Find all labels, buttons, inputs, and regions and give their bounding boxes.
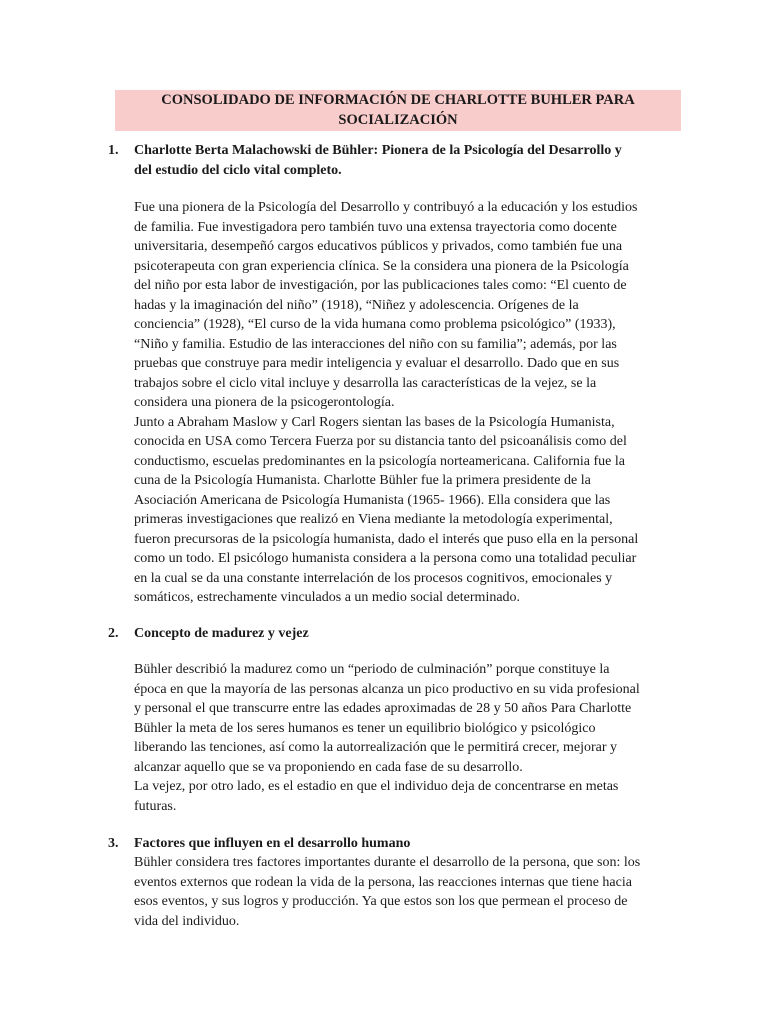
section-1-body-line: psicoterapeuta con gran experiencia clínica. Se la considera una pionera de la Psicología [134,258,629,274]
section-3-body-line: esos eventos, y sus logros y producción. Ya que estos son los que permean el proceso de [134,894,628,909]
section-2-body-line: y personal el que transcurre entre las edades aproximadas de 28 y 50 años Para Charlotte [134,701,632,716]
section-1-heading-line: Charlotte Berta Malachowski de Bühler: Pionera de la Psicología del Desarrollo y [134,143,622,158]
section-1-number: 1. [108,143,119,158]
section-1-body-line: hadas y la imaginación del niño” (1918), “Niñez y adolescencia. Orígenes de la [134,297,579,313]
section-1-heading [134,141,682,180]
section-1-body-line: Junto a Abraham Maslow y Carl Rogers sientan las bases de la Psicología Humanista, [134,414,615,430]
section-1-heading-line: del estudio del ciclo vital completo. [134,162,342,178]
section-2-body-line: alcanzar aquello que se va proponiendo en cada fase de su desarrollo. [134,759,523,775]
section-3-number: 3. [108,836,119,851]
section-2-body-line: época en que la mayoría de las personas alcanza un pico productivo en su vida profesional [134,681,640,697]
section-1-body-line: fueron precursoras de la psicología humanista, dado el interés que puso ella en la personal [134,531,639,547]
section-1-body-line: conocida en USA como Tercera Fuerza por su distancia tanto del psicoanálisis como del [134,434,627,449]
section-3-heading [134,834,682,854]
section-1-body-line: conciencia” (1928), “El curso de la vida humana como problema psicológico” (1933), [134,317,616,332]
section-1-body-line: cuna de la Psicología Humanista. Charlotte Bühler fue la primera presidente de la [134,473,591,488]
section-1-body-line: Fue una pionera de la Psicología del Desarrollo y contribuyó a la educación y los estudios [134,200,638,215]
section-1-body-line: como un todo. El psicólogo humanista considera a la persona como una totalidad peculiar [134,551,637,566]
section-2-heading-line: Concepto de madurez y vejez [134,626,309,641]
section-1-body-line: Asociación Americana de Psicología Humanista (1965- 1966). Ella considera que las [134,492,611,508]
section-1-body-line: somáticos, estrechamente vinculados a un medio social determinado. [134,590,521,605]
section-2-body-line: futuras. [134,798,177,814]
section-2-heading [134,624,682,644]
section-2-body-line: liberando las tenciones, así como la autorrealización que le permitirá crecer, mejorar y [134,740,617,755]
title-line-1: CONSOLIDADO DE INFORMACIÓN DE CHARLOTTE BUHLER PARA [161,92,635,108]
section-2-number: 2. [108,626,119,641]
title-line-2: SOCIALIZACIÓN [338,111,458,128]
section-3-body-line: Bühler considera tres factores importantes durante el desarrollo de la persona, que son: los [134,855,641,870]
section-2-body-line: Bühler describió la madurez como un “periodo de culminación” porque constituye la [134,662,610,677]
section-1-body-line: en la cual se da una constante interrelación de los procesos cognitivos, emocionales y [134,570,613,586]
section-1-body-line: conductismo, escuelas predominantes en la psicología norteamericana. California fue la [134,453,625,469]
section-1-body-line: universitaria, desempeñó cargos educativos públicos y privados, como también fue una [134,239,623,254]
section-2-body [134,660,694,816]
section-3-heading-line: Factores que influyen en el desarrollo humano [134,836,411,851]
section-1-body [134,198,694,608]
section-1-body-line: del niño por esta labor de investigación, por las publicaciones tales como: “El cuento de [134,278,627,293]
section-1-body-line: de familia. Fue investigadora pero también tuvo una extensa trayectoria como docente [134,219,617,235]
section-3-body [134,853,694,931]
section-1-body-line: trabajos sobre el ciclo vital incluye y desarrolla las características de la vejez, se la [134,375,597,391]
section-1-body-line: primeras investigaciones que realizó en Viena mediante la metodología experimental, [134,512,613,527]
section-1-body-line: pruebas que construye para medir inteligencia y evaluar el desarrollo. Dado que en sus [134,356,620,371]
document-title [115,90,681,131]
section-1-body-line: considera una pionera de la psicogerontología. [134,395,395,410]
section-2-body-line: Bühler la meta de los seres humanos es tener un equilibrio biológico y psicológico [134,720,596,736]
section-2-body-line: La vejez, por otro lado, es el estadio en que el individuo deja de concentrarse en metas [134,779,619,794]
section-3-body-line: vida del individuo. [134,913,240,929]
section-3-body-line: eventos externos que rodean la vida de la persona, las reacciones internas que tiene hacia [134,874,632,890]
section-1-body-line: “Niño y familia. Estudio de las interacciones del niño con su familia”; además, por las [134,336,617,352]
